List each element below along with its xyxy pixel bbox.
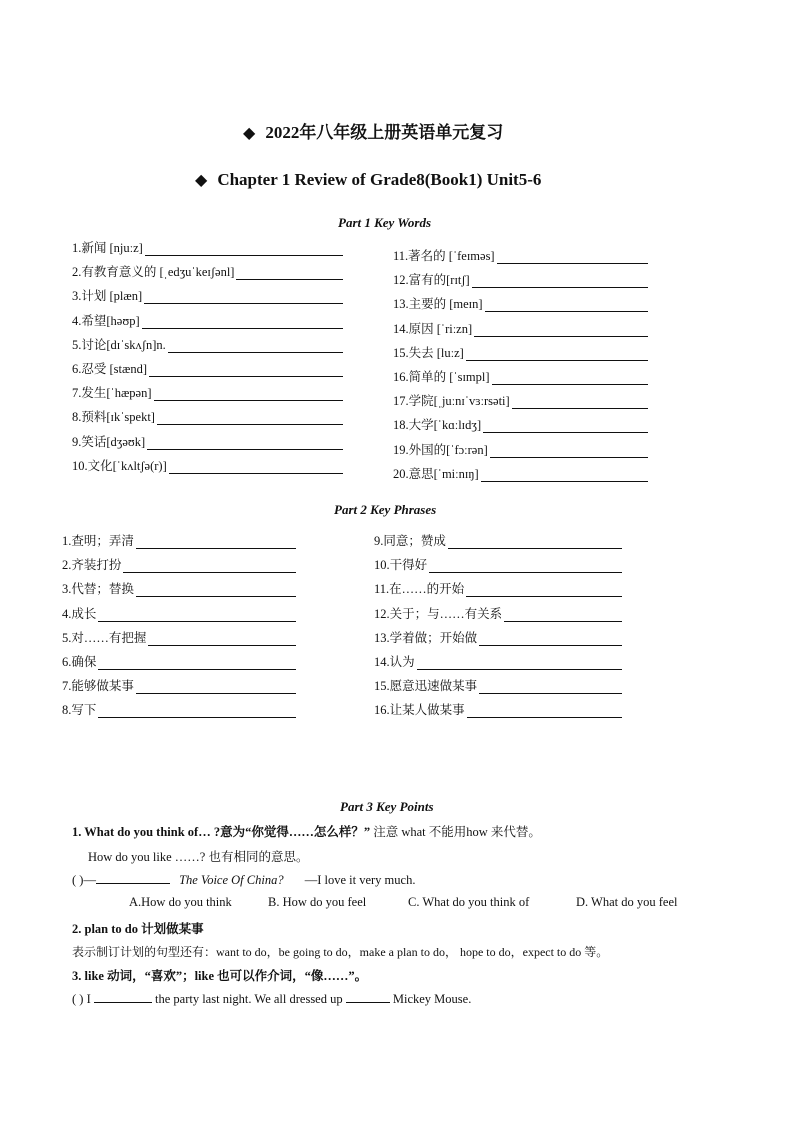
q1-option-a: A.How do you think <box>129 895 232 909</box>
answer-blank[interactable] <box>136 536 296 549</box>
diamond-bullet-icon: ◆ <box>195 172 208 189</box>
question1 <box>72 871 415 888</box>
main-title-cn <box>243 118 503 143</box>
answer-blank[interactable] <box>497 251 648 264</box>
answer-blank[interactable] <box>168 340 343 353</box>
item-label: 11.在……的开始 <box>374 582 465 597</box>
answer-blank[interactable] <box>466 348 648 361</box>
answer-blank[interactable] <box>142 316 343 329</box>
item-label: 15.愿意迅速做某事 <box>374 679 478 694</box>
q1-prefix: ( )— <box>72 873 96 887</box>
q3-part-a: ( ) I <box>72 992 94 1006</box>
answer-blank[interactable] <box>147 437 343 450</box>
vocab-item <box>62 555 296 573</box>
answer-blank[interactable] <box>490 445 648 458</box>
item-label: 7.能够做某事 <box>62 679 134 694</box>
part1-heading: Part 1 Key Words <box>338 215 432 230</box>
item-label: 5.对……有把握 <box>62 630 147 645</box>
item-label: 5.讨论[dɪˈskʌʃn]n. <box>72 337 166 352</box>
vocab-item <box>72 407 343 425</box>
answer-blank[interactable] <box>483 420 648 433</box>
point1-line <box>72 822 541 840</box>
vocab-item <box>62 579 296 597</box>
vocab-item <box>393 440 648 458</box>
title-en-text: Chapter 1 Review of Grade8(Book1) Unit5-6 <box>217 170 542 189</box>
q3-blank-1[interactable] <box>94 990 152 1003</box>
vocab-item <box>72 383 343 401</box>
vocab-item <box>374 676 622 694</box>
answer-blank[interactable] <box>472 275 648 288</box>
vocab-item <box>393 319 648 337</box>
answer-blank[interactable] <box>512 396 648 409</box>
item-label: 20.意思[ˈmiːnɪŋ] <box>393 466 479 481</box>
item-label: 16.让某人做某事 <box>374 703 465 718</box>
q1-option-b: B. How do you feel <box>268 895 367 909</box>
item-label: 9.笑话[dʒəʊk] <box>72 434 146 449</box>
vocab-item <box>393 343 648 361</box>
vocab-item <box>393 294 648 312</box>
item-label: 9.同意；赞成 <box>374 534 446 548</box>
item-label: 19.外国的[ˈfɔːrən] <box>393 442 488 457</box>
answer-blank[interactable] <box>98 657 296 670</box>
vocab-item <box>393 464 648 482</box>
item-label: 8.预料[ɪkˈspekt] <box>72 410 155 425</box>
q1-suffix: —I love it very much. <box>304 873 416 887</box>
answer-blank[interactable] <box>136 584 296 597</box>
answer-blank[interactable] <box>236 267 343 280</box>
vocab-item <box>72 262 343 280</box>
answer-blank[interactable] <box>149 364 343 377</box>
vocab-item <box>374 628 622 646</box>
item-label: 15.失去 [luːz] <box>393 345 464 360</box>
answer-blank[interactable] <box>492 372 648 385</box>
vocab-item <box>72 335 343 353</box>
answer-blank[interactable] <box>98 705 296 718</box>
answer-blank[interactable] <box>474 324 648 337</box>
q1-option-d: D. What do you feel <box>576 895 678 909</box>
answer-blank[interactable] <box>417 657 622 670</box>
answer-blank[interactable] <box>448 536 622 549</box>
vocab-item <box>393 246 648 264</box>
item-label: 8.写下 <box>62 703 97 718</box>
point1-line2: How do you like ……? 也有相同的意思。 <box>88 850 309 864</box>
q3-part-b: the party last night. We all dressed up <box>151 992 346 1006</box>
vocab-item <box>374 604 622 622</box>
item-label: 10.干得好 <box>374 558 428 573</box>
item-label: 14.原因 [ˈriːzn] <box>393 321 473 336</box>
q1-italic: The Voice Of China? <box>179 873 284 887</box>
vocab-item <box>62 531 296 549</box>
item-label: 13.主要的 [meɪn] <box>393 297 483 312</box>
answer-blank[interactable] <box>467 705 622 718</box>
answer-blank[interactable] <box>157 412 343 425</box>
vocab-item <box>62 604 296 622</box>
item-label: 18.大学[ˈkɑːlɪdʒ] <box>393 418 482 433</box>
answer-blank[interactable] <box>145 243 343 256</box>
item-label: 2.有教育意义的 [ˌedʒuˈkeɪʃənl] <box>72 265 235 280</box>
item-label: 11.著名的 [ˈfeɪməs] <box>393 249 495 263</box>
vocab-item <box>393 367 648 385</box>
answer-blank[interactable] <box>479 633 622 646</box>
vocab-item <box>374 652 622 670</box>
vocab-item <box>374 531 622 549</box>
q1-blank[interactable] <box>96 871 170 884</box>
answer-blank[interactable] <box>98 609 296 622</box>
answer-blank[interactable] <box>479 681 622 694</box>
answer-blank[interactable] <box>144 291 343 304</box>
item-label: 16.简单的 [ˈsɪmpl] <box>393 370 490 384</box>
item-label: 7.发生[ˈhæpən] <box>72 386 152 401</box>
vocab-item <box>393 270 648 288</box>
point1-note: 注意 what 不能用how 来代替。 <box>370 825 541 839</box>
answer-blank[interactable] <box>169 461 343 474</box>
title-cn-text: 2022年八年级上册英语单元复习 <box>265 123 504 142</box>
q1-option-c: C. What do you think of <box>408 895 530 909</box>
answer-blank[interactable] <box>154 388 344 401</box>
vocab-item <box>374 579 622 597</box>
item-label: 4.成长 <box>62 606 97 621</box>
vocab-item <box>62 700 296 718</box>
point3-title: 3. like 动词，“喜欢”；like 也可以作介词，“像……”。 <box>72 969 368 983</box>
vocab-item <box>72 456 343 474</box>
vocab-item <box>72 311 343 329</box>
item-label: 3.代替；替换 <box>62 582 134 597</box>
vocab-item <box>62 628 296 646</box>
item-label: 3.计划 [plæn] <box>72 289 143 304</box>
item-label: 1.查明；弄清 <box>62 534 134 548</box>
q3-blank-2[interactable] <box>346 990 390 1003</box>
answer-blank[interactable] <box>123 560 296 573</box>
question3 <box>72 990 471 1007</box>
point1-title: 1. What do you think of… ?意为“你觉得……怎么样？” <box>72 825 371 839</box>
main-title-en <box>195 170 541 190</box>
item-label: 6.确保 <box>62 655 97 669</box>
answer-blank[interactable] <box>481 469 648 482</box>
vocab-item <box>72 286 343 304</box>
diamond-bullet-icon: ◆ <box>243 125 256 142</box>
item-label: 10.文化[ˈkʌltʃə(r)] <box>72 458 167 473</box>
item-label: 17.学院[ˌjuːnɪˈvɜːrsəti] <box>393 394 510 409</box>
vocab-item <box>72 432 343 450</box>
vocab-item <box>72 359 343 377</box>
item-label: 6.忍受 [stænd] <box>72 362 148 376</box>
vocab-item <box>62 676 296 694</box>
item-label: 2.齐装打扮 <box>62 558 122 573</box>
vocab-item <box>393 415 648 433</box>
point2-title: 2. plan to do 计划做某事 <box>72 922 204 936</box>
item-label: 12.富有的[rɪtʃ] <box>393 273 470 288</box>
part2-heading: Part 2 Key Phrases <box>334 502 437 517</box>
item-label: 12.关于；与……有关系 <box>374 606 503 621</box>
item-label: 13.学着做；开始做 <box>374 630 478 645</box>
answer-blank[interactable] <box>504 609 622 622</box>
answer-blank[interactable] <box>136 681 296 694</box>
answer-blank[interactable] <box>429 560 622 573</box>
vocab-item <box>374 555 622 573</box>
vocab-item <box>393 391 648 409</box>
point2-text: 表示制订计划的句型还有：want to do，be going to do，make a plan to do， hope to do，expect to do 等。 <box>72 945 609 959</box>
answer-blank[interactable] <box>148 633 296 646</box>
item-label: 14.认为 <box>374 655 415 669</box>
vocab-item <box>374 700 622 718</box>
item-label: 1.新闻 [njuːz] <box>72 241 143 255</box>
vocab-item <box>62 652 296 670</box>
item-label: 4.希望[həʊp] <box>72 313 140 328</box>
answer-blank[interactable] <box>466 584 622 597</box>
q3-part-c: Mickey Mouse. <box>389 992 472 1006</box>
part3-heading: Part 3 Key Points <box>340 799 434 814</box>
vocab-item <box>72 238 343 256</box>
answer-blank[interactable] <box>485 299 648 312</box>
